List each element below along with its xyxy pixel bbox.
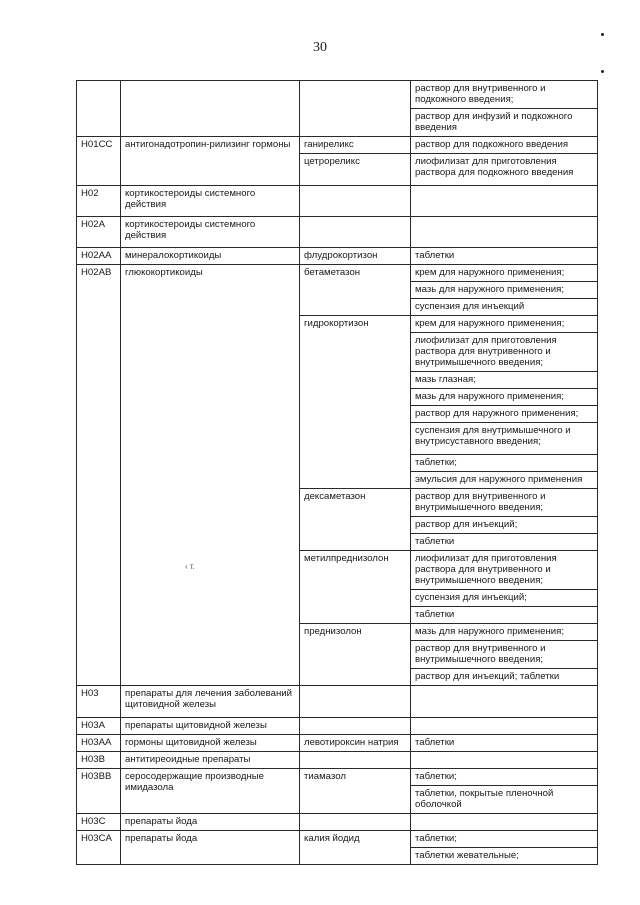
atc-code-cell [77,81,121,137]
drug-name-cell: левотироксин натрия [300,735,411,752]
dosage-form-cell: раствор для внутривенного и подкожного введения; [411,81,598,109]
group-name-cell: серосодержащие производные имидазола [121,769,300,814]
group-name-cell [121,265,300,686]
page-number: 30 [313,40,327,55]
drug-name-cell: преднизолон [300,624,411,686]
dosage-form-cell: таблетки; [411,455,598,472]
dosage-form-cell: суспензия для инъекций; [411,590,598,607]
dosage-form-cell: таблетки; [411,831,598,848]
drug-name-cell: метилпреднизолон [300,551,411,624]
dosage-form-cell: таблетки [411,735,598,752]
dosage-form-cell [411,217,598,248]
atc-code-cell: H02AB [77,265,121,686]
group-name-cell: препараты йода [121,814,300,831]
dosage-form-cell: суспензия для инъекций [411,299,598,316]
dosage-form-cell: мазь для наружного применения; [411,389,598,406]
dosage-form-cell: мазь глазная; [411,372,598,389]
dosage-form-cell: таблетки, покрытые пленочной оболочкой [411,786,598,814]
dosage-form-cell: лиофилизат для приготовления раствора для внутривенного и внутримышечного введения; [411,333,598,372]
group-name-cell [121,81,300,137]
dosage-form-cell [411,814,598,831]
atc-code-cell: H02A [77,217,121,248]
atc-code-cell: H03A [77,718,121,735]
drug-name-cell [300,217,411,248]
atc-code-cell: H03BB [77,769,121,814]
drug-name-cell [300,814,411,831]
drug-name-cell [300,686,411,718]
atc-code-cell: H01CC [77,137,121,186]
dosage-form-cell: таблетки [411,248,598,265]
dosage-form-cell [411,718,598,735]
drug-classification-table [76,80,598,865]
dosage-form-cell: эмульсия для наружного применения [411,472,598,489]
scan-speck-top [601,33,604,36]
drug-name-cell: гидрокортизон [300,316,411,489]
drug-name-cell: тиамазол [300,769,411,814]
dosage-form-cell: лиофилизат для приготовления раствора для внутривенного и внутримышечного введения; [411,551,598,590]
atc-code-cell: H03B [77,752,121,769]
margin-mark: ‹ т. [185,562,195,571]
drug-name-cell: калия йодид [300,831,411,865]
group-name-cell: препараты йода [121,831,300,865]
dosage-form-cell: раствор для инфузий и подкожного введения [411,109,598,137]
dosage-form-cell: раствор для наружного применения; [411,406,598,423]
dosage-form-cell: крем для наружного применения; [411,265,598,282]
group-name-text: глюкокортикоиды [125,267,203,278]
dosage-form-cell: мазь для наружного применения; [411,282,598,299]
dosage-form-cell: раствор для подкожного введения [411,137,598,154]
dosage-form-cell [411,686,598,718]
dosage-form-cell: лиофилизат для приготовления раствора для подкожного введения [411,154,598,186]
drug-name-cell [300,186,411,217]
atc-code-cell: H03 [77,686,121,718]
dosage-form-cell: таблетки [411,607,598,624]
atc-code-cell: H03AA [77,735,121,752]
group-name-cell: антитиреоидные препараты [121,752,300,769]
dosage-form-cell: раствор для инъекций; таблетки [411,669,598,686]
drug-name-cell: бетаметазон [300,265,411,316]
drug-name-cell [300,752,411,769]
dosage-form-cell [411,186,598,217]
group-name-cell: препараты щитовидной железы [121,718,300,735]
dosage-form-cell: крем для наружного применения; [411,316,598,333]
atc-code-cell: H03CA [77,831,121,865]
group-name-cell: кортикостероиды системного действия [121,217,300,248]
drug-name-cell: ганиреликс [300,137,411,154]
scan-speck-side [601,70,604,73]
atc-code-cell: H03C [77,814,121,831]
group-name-cell: кортикостероиды системного действия [121,186,300,217]
group-name-cell: гормоны щитовидной железы [121,735,300,752]
drug-name-cell: цетрореликс [300,154,411,186]
drug-name-cell: флудрокортизон [300,248,411,265]
group-name-cell: минералокортикоиды [121,248,300,265]
dosage-form-cell [411,752,598,769]
group-name-cell: препараты для лечения заболеваний щитовидной железы [121,686,300,718]
dosage-form-cell: мазь для наружного применения; [411,624,598,641]
dosage-form-cell: раствор для инъекций; [411,517,598,534]
dosage-form-cell: раствор для внутривенного и внутримышечного введения; [411,641,598,669]
dosage-form-cell: таблетки; [411,769,598,786]
dosage-form-cell: раствор для внутривенного и внутримышечного введения; [411,489,598,517]
atc-code-cell: H02 [77,186,121,217]
dosage-form-cell: таблетки жевательные; [411,848,598,865]
atc-code-cell: H02AA [77,248,121,265]
drug-name-cell: дексаметазон [300,489,411,551]
group-name-cell: антигонадотропин-рилизинг гормоны [121,137,300,186]
drug-name-cell [300,718,411,735]
dosage-form-cell: таблетки [411,534,598,551]
dosage-form-cell: суспензия для внутримышечного и внутрисуставного введения; [411,423,598,455]
drug-name-cell [300,81,411,137]
